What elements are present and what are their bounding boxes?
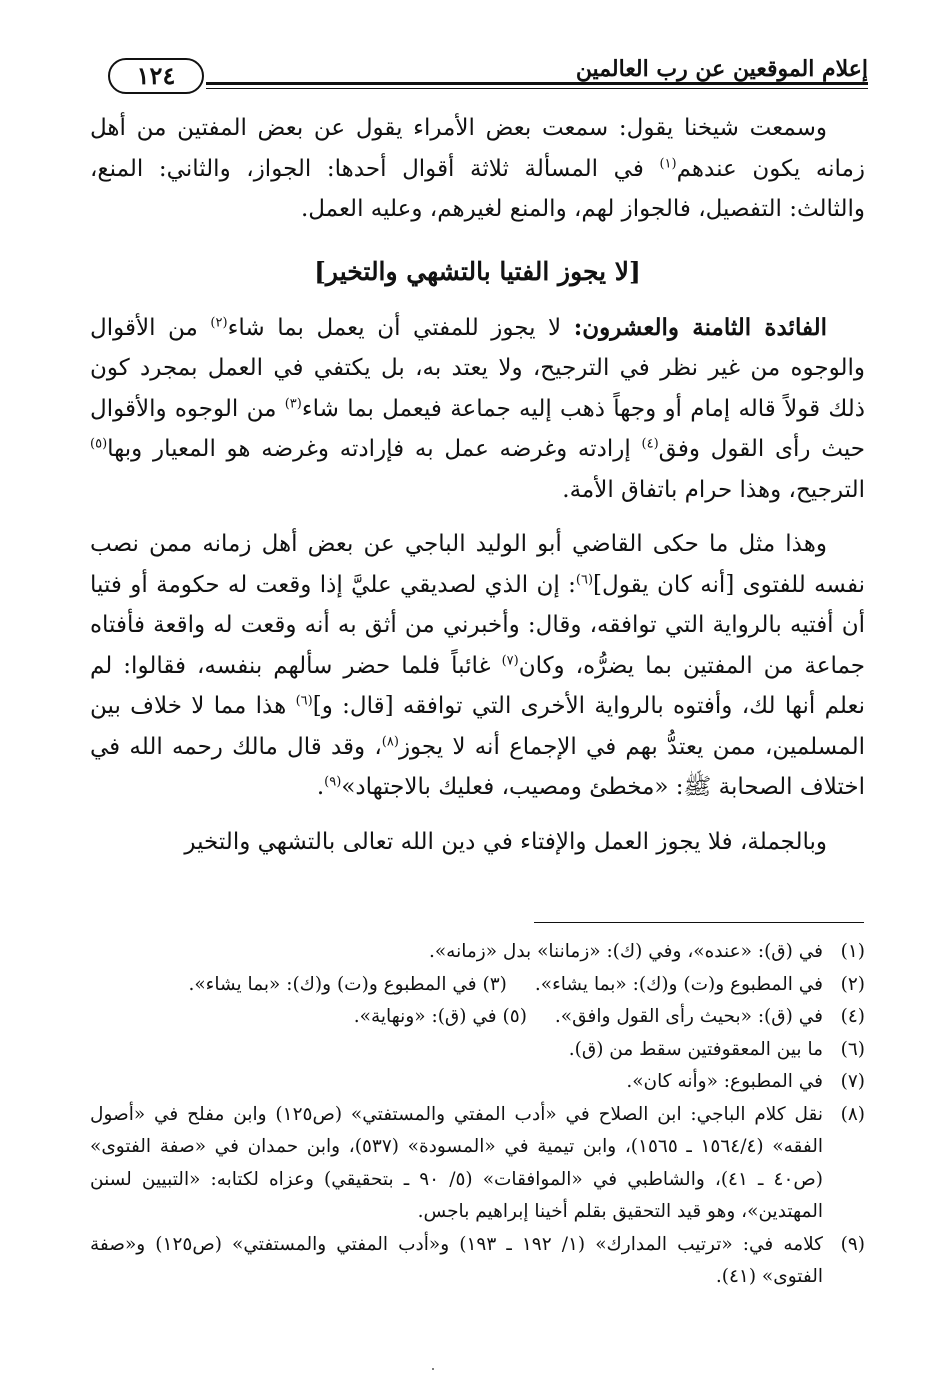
footnote-ref: (٨)	[381, 733, 399, 749]
header-rule-thin	[206, 88, 868, 89]
footnote-text: في المطبوع: «وأنه كان».	[626, 1071, 823, 1092]
footnote-separator	[534, 922, 864, 923]
footnote	[90, 1066, 865, 1099]
page-header	[88, 40, 868, 96]
section-heading: [لا يجوز الفتيا بالتشهي والتخير]	[314, 256, 641, 286]
footnote-ref: (٧)	[501, 652, 519, 668]
paragraph-4: وبالجملة، فلا يجوز العمل والإفتاء في دين الله تعالى بالتشهي والتخير	[184, 828, 827, 855]
footnote	[90, 1034, 865, 1067]
page-number-badge	[108, 58, 218, 98]
footnote	[90, 1001, 865, 1034]
paragraph-lead: الفائدة الثامنة والعشرون:	[573, 313, 827, 341]
footnote-ref: (٥)	[90, 436, 108, 452]
footnote	[90, 1229, 865, 1294]
footnote-number: (٣)	[482, 973, 507, 995]
text-run: .	[316, 774, 325, 800]
footnote-text	[90, 1001, 823, 1034]
text-run: وهذا مثل ما حكى القاضي أبو الوليد الباجي عن بعض أهل زمانه ممن نصب نفسه للفتوى [أنه كان يقول]	[90, 531, 865, 598]
paragraph-2	[90, 308, 865, 511]
header-rule-thick	[206, 82, 868, 85]
text-run: لا يجوز للمفتي أن يعمل بما شاء	[227, 314, 562, 341]
footnote-text-part: في (ق): «بحيث رأى القول وافق».	[554, 1006, 823, 1027]
footnote-number: (٩)	[840, 1233, 865, 1255]
text-run: إرادته وغرضه عمل به فإرادته وغرضه هو المعيار وبها	[107, 436, 631, 462]
footnote-ref: (٩)	[324, 774, 342, 790]
footnote-number: (٤)	[840, 1006, 865, 1027]
scan-speck	[432, 1368, 434, 1370]
page-number: ١٢٤	[108, 58, 204, 94]
footnote-text-part: في المطبوع و(ت) و(ك): «بما يشاء».	[188, 973, 477, 995]
footnote-text-part: في (ق): «ونهاية».	[353, 1006, 497, 1027]
text-run: وسمعت شيخنا يقول: سمعت بعض الأمراء يقول عن بعض المفتين من أهل زمانه يكون عندهم	[90, 115, 865, 182]
footnote-text	[90, 969, 823, 1002]
text-run: : إن الذي لصديقي عليَّ إذا وقعت له حكومة أو فتيا أن أفتيه بالرواية التي توافقه، وقال: وأخبرني من أثق به أنه وقعت له واقعة فأفتاه جماعة من المفتين بما يضرُّه، وكان	[90, 571, 865, 679]
paragraph-3	[90, 524, 865, 808]
footnote-text-part: في المطبوع و(ت) و(ك): «بما يشاء».	[534, 973, 823, 995]
text-run: غائباً فلما حضر سألهم بنفسه، فقالوا: لم نعلم أنها لك، وأفتوه بالرواية الأخرى التي توافقه [قال: و]	[90, 652, 865, 719]
footnote-number: (٦)	[840, 1038, 865, 1060]
footnote-ref: (٦)	[575, 571, 594, 587]
footnote-ref: (٦)	[295, 693, 313, 709]
main-text	[90, 108, 865, 862]
footnote-number: (٨)	[840, 1103, 865, 1125]
footnote-number: (٥)	[502, 1006, 527, 1027]
footnote	[90, 936, 865, 969]
spacer	[90, 808, 865, 822]
footnote	[90, 1099, 865, 1229]
footnote-ref: (٤)	[641, 436, 659, 452]
text-run: هذا مما لا خلاف بين المسلمين، ممن يعتدُّ بهم في الإجماع أنه لا يجوز	[90, 693, 866, 760]
footnote-text: كلامه في: «ترتيب المدارك» (١/ ١٩٢ ـ ١٩٣) و«أدب المفتي والمستفتي» (ص١٢٥) و«صفة الفتوى» (٤١).	[90, 1233, 823, 1287]
paragraph-1	[90, 108, 865, 230]
footnote-ref: (٣)	[284, 395, 302, 411]
footnote	[90, 969, 865, 1002]
footnotes	[90, 936, 865, 1294]
footnote-number: (٢)	[840, 973, 865, 995]
text-run: من الأقوال والوجوه من غير نظر في الترجيح، ولا يعتد به، بل يكتفي في العمل بمجرد كون ذلك قولاً قاله إمام أو وجهاً ذهب إليه جماعة فيعمل بما شاء	[90, 314, 865, 422]
footnote-ref: (٢)	[210, 314, 228, 330]
text-run: الترجيح، وهذا حرام باتفاق الأمة.	[562, 476, 865, 503]
text-run: من الوجوه والأقوال حيث رأى القول وفق	[90, 395, 865, 462]
footnote-text: نقل كلام الباجي: ابن الصلاح في «أدب المفتي والمستفتي» (ص١٢٥) وابن مفلح في «أصول الفقه» (١٥٦٤/٤ ـ ١٥٦٥)، وابن تيمية في «المسودة» (٥٣٧)، وابن حمدان في «صفة الفتوى» (ص٤٠ ـ ٤١)، والشاطبي في «الموافقات» (٥/ ٩٠ ـ بتحقيقي) وعزاه لكتابه: «التبيين لسنن المهتدين»، وهو قيد التحقيق بقلم أخينا إبراهيم باجس.	[90, 1103, 824, 1222]
footnote-number: (٧)	[840, 1071, 865, 1092]
spacer	[90, 510, 865, 524]
running-title: إعلام الموقعين عن رب العالمين	[575, 56, 868, 82]
footnote-number: (١)	[840, 941, 865, 962]
footnote-ref: (١)	[659, 155, 677, 171]
text-run: ، وقد قال مالك رحمه الله في اختلاف الصحابة ﷺ: «مخطئ ومصيب، فعليك بالاجتهاد»	[90, 733, 865, 800]
footnote-text: ما بين المعقوفتين سقط من (ق).	[568, 1038, 823, 1060]
text-run: في المسألة ثلاثة أقوال أحدها: الجواز، والثاني: المنع، والثالث: التفصيل، فالجواز لهم، والمنع لغيرهم، وعليه العمل.	[90, 155, 865, 222]
footnote-text: في (ق): «عنده»، وفي (ك): «زماننا» بدل «زمانه».	[428, 941, 823, 962]
